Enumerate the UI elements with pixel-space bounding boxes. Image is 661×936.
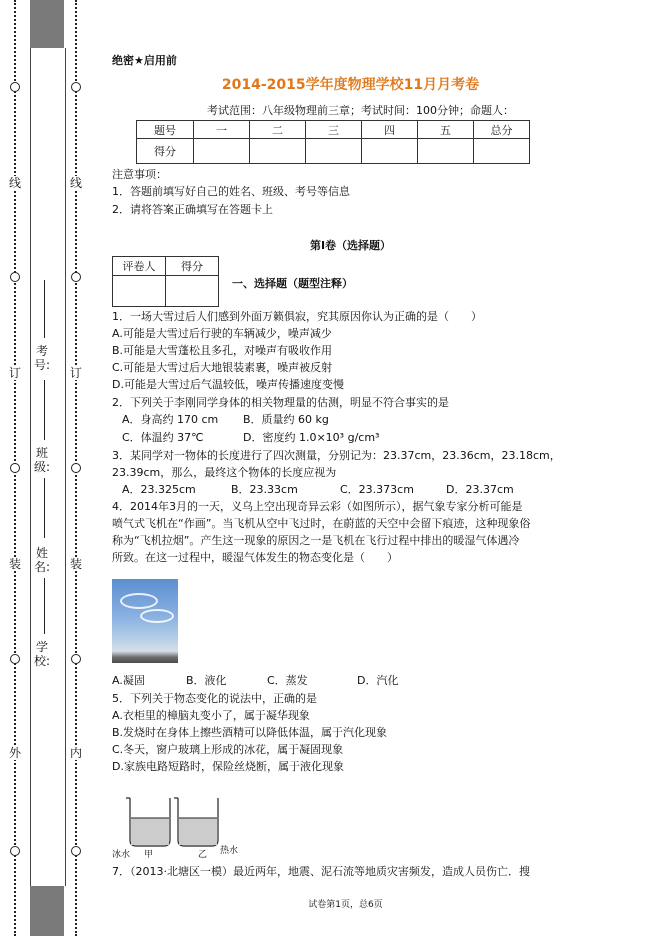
binding-hole-icon [10,846,20,856]
question-stem: 4．2014年3月的一天，义乌上空出现奇异云彩（如图所示），据气象专家分析可能是 [112,500,523,513]
question-stem: 23.39cm，那么，最终这个物体的长度应视为 [112,466,337,479]
question-stem: 3．某同学对一物体的长度进行了四次测量，分别记为：23.37cm，23.36cm，23.18cm， [112,449,561,462]
margin-char-outer: 装 [8,557,21,571]
answer-option[interactable]: A．身高约 170 cm [122,413,219,426]
section-subtitle: 一、选择题（题型注释） [232,277,353,290]
answer-option[interactable]: B.发烧时在身体上擦些酒精可以降低体温，属于汽化现象 [112,726,388,739]
secret-mark: 绝密★启用前 [112,54,177,67]
figure-label-beaker-a: 甲 [144,850,154,860]
exam-number-field-label: 考号: [34,344,51,372]
table-cell: 题号 [137,121,194,139]
answer-option[interactable]: D．密度约 1.0×10³ g/cm³ [243,431,380,444]
cloud-trail [120,593,158,609]
answer-option[interactable]: B.可能是大雪蓬松且多孔，对噪声有吸收作用 [112,344,333,357]
answer-option[interactable]: B．质量约 60 kg [243,413,329,426]
margin-char-outer: 订 [8,366,21,380]
exam-info: 考试范围：八年级物理前三章；考试时间：100分钟；命题人： [207,104,514,117]
notes-title: 注意事项： [112,168,167,181]
answer-option[interactable]: A.衣柜里的樟脑丸变小了，属于凝华现象 [112,709,310,722]
question-stem: 1．一场大雪过后人们感到外面万籁俱寂，究其原因你认为正确的是（ ） [112,310,482,323]
school-field-label: 学校: [34,640,51,668]
school-field-blank[interactable] [44,578,45,634]
table-cell: 三 [306,121,362,139]
beaker-a-icon [126,798,170,846]
margin-char-inner: 订 [69,366,82,380]
answer-option[interactable]: B．液化 [186,674,227,687]
figure-label-cold-water: 冰水 [112,850,131,860]
answer-option[interactable]: C.可能是大雪过后大地银装素裹，噪声被反射 [112,361,333,374]
beaker-b-icon [174,798,218,846]
grader-entry-cell[interactable] [113,276,166,307]
answer-option[interactable]: C.冬天，窗户玻璃上形成的冰花，属于凝固现象 [112,743,344,756]
binding-hole-icon [71,272,81,282]
score-entry-cell[interactable] [194,139,250,164]
question-stem: 2．下列关于李刚同学身体的相关物理量的估测，明显不符合事实的是 [112,396,449,409]
figure-label-hot-water: 热水 [220,846,239,856]
question-stem: 所致。在这一过程中，暖湿气体发生的物态变化是（ ） [112,551,398,564]
question-stem: 喷气式飞机在“作画”。当飞机从空中飞过时，在蔚蓝的天空中会留下痕迹，这种现象俗 [112,517,531,530]
table-cell: 四 [362,121,418,139]
answer-option[interactable]: C．23.373cm [340,483,414,496]
answer-option[interactable]: A.凝固 [112,674,145,687]
binding-hole-icon [71,654,81,664]
question-stem: 7．（2013·北塘区一模）最近两年，地震、泥石流等地质灾害频发，造成人员伤亡．搜 [112,865,530,878]
answer-option[interactable]: C．蒸发 [267,674,308,687]
class-field-label: 班级: [34,446,51,474]
name-field-blank[interactable] [44,478,45,538]
answer-option[interactable]: D．23.37cm [446,483,514,496]
note-item: 2．请将答案正确填写在答题卡上 [112,203,273,216]
margin-char-inner: 线 [69,176,82,190]
score-table-score-row [137,139,530,164]
page-footer: 试卷第1页，总6页 [308,900,383,910]
binding-hole-icon [71,846,81,856]
note-item: 1．答题前填写好自己的姓名、班级、考号等信息 [112,185,350,198]
answer-option[interactable]: C．体温约 37℃ [122,431,204,444]
answer-option[interactable]: B．23.33cm [231,483,298,496]
binding-hole-icon [10,272,20,282]
score-entry-cell[interactable] [362,139,418,164]
margin-char-inner: 内 [69,746,82,760]
exam-number-field-blank[interactable] [44,280,45,338]
score-label: 得分 [166,257,219,276]
table-cell: 得分 [137,139,194,164]
table-cell: 五 [418,121,474,139]
grader-label: 评卷人 [113,257,166,276]
margin-gray-band-top [30,0,64,48]
binding-hole-icon [10,654,20,664]
sky-photo [112,579,178,663]
table-cell: 一 [194,121,250,139]
score-table [136,120,530,164]
table-cell: 二 [250,121,306,139]
name-field-label: 姓名: [34,546,51,574]
figure-label-beaker-b: 乙 [198,850,208,860]
margin-char-outer: 外 [8,746,21,760]
question-stem: 称为“飞机拉烟”。产生这一现象的原因之一是飞机在飞行过程中排出的暖湿气体遇冷 [112,534,520,547]
page-title: 2014-2015学年度物理学校11月月考卷 [221,77,480,93]
margin-char-inner: 装 [69,557,82,571]
section-title: 第Ⅰ卷（选择题） [309,239,392,252]
grader-table [112,256,219,307]
answer-option[interactable]: A.可能是大雪过后行驶的车辆减少，噪声减少 [112,327,332,340]
score-table-header-row [137,121,530,139]
score-entry-cell[interactable] [306,139,362,164]
binding-hole-icon [10,463,20,473]
answer-option[interactable]: D．汽化 [357,674,399,687]
score-entry-cell[interactable] [166,276,219,307]
binding-margin [0,0,100,936]
margin-char-outer: 线 [8,176,21,190]
cloud-trail [140,609,174,623]
table-cell: 总分 [474,121,530,139]
answer-option[interactable]: D.家族电路短路时，保险丝烧断，属于液化现象 [112,760,344,773]
score-entry-cell[interactable] [250,139,306,164]
answer-option[interactable]: A．23.325cm [122,483,196,496]
score-entry-cell[interactable] [418,139,474,164]
answer-option[interactable]: D.可能是大雪过后气温较低，噪声传播速度变慢 [112,378,344,391]
score-entry-cell[interactable] [474,139,530,164]
binding-hole-icon [71,463,81,473]
question-stem: 5．下列关于物态变化的说法中，正确的是 [112,692,317,705]
class-field-blank[interactable] [44,380,45,440]
